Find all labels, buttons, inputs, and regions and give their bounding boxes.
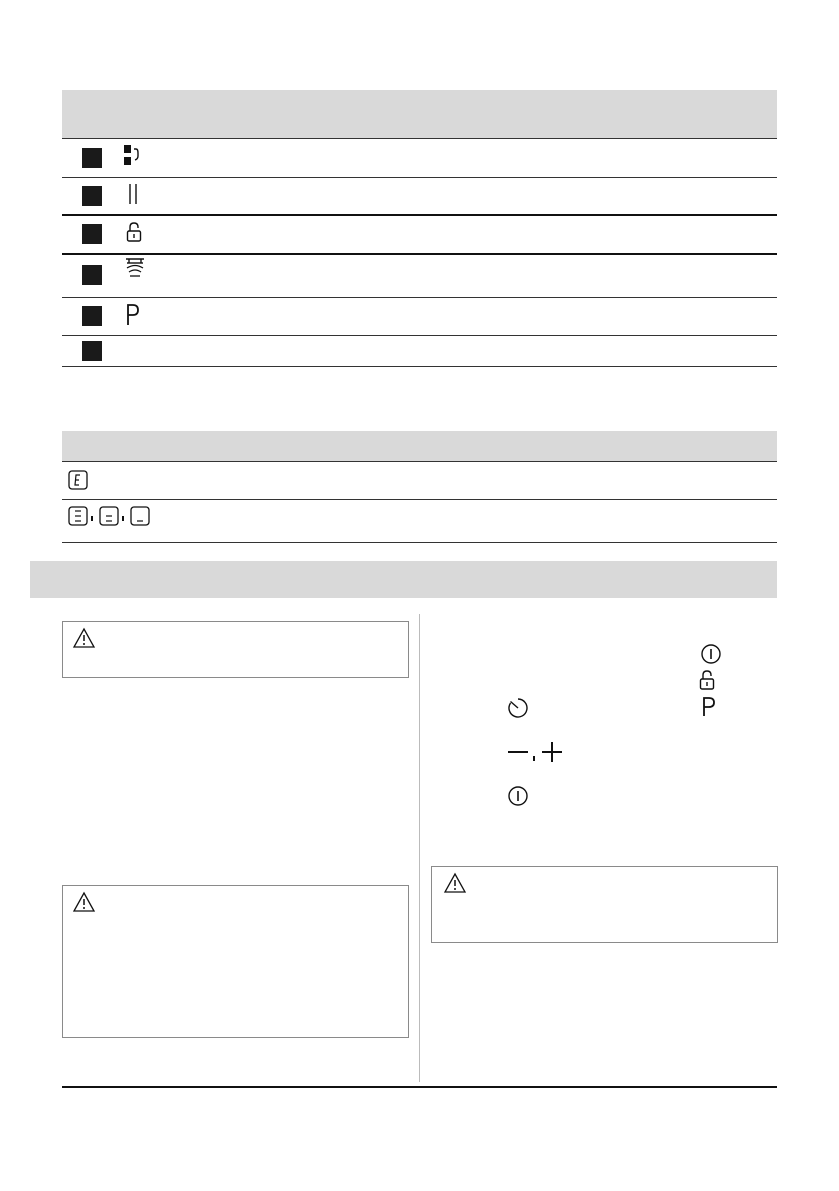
table-row-marker: [82, 148, 102, 168]
warning-triangle-icon: [73, 628, 95, 648]
on-off-icon: [508, 786, 528, 806]
table-row-marker: [82, 341, 102, 361]
pan-detection-icon: [124, 145, 144, 169]
pause-icon: [128, 183, 140, 205]
table-row-marker: [82, 306, 102, 326]
warning-triangle-icon: [444, 873, 466, 893]
power-boost-icon: [126, 304, 140, 326]
divider: [62, 542, 777, 543]
timer-icon: [507, 697, 529, 719]
divider: [62, 177, 777, 178]
error-e-display-icon: [68, 470, 88, 490]
table-1-header: [62, 90, 777, 138]
divider: [62, 499, 777, 500]
separator-comma: [533, 756, 535, 761]
separator-comma: [91, 516, 93, 521]
power-boost-p-icon: [702, 697, 716, 717]
divider: [62, 253, 777, 255]
lock-icon: [126, 222, 142, 242]
divider: [62, 214, 777, 216]
plus-icon: [541, 741, 563, 763]
footer-rule: [62, 1086, 777, 1088]
minus-icon: [507, 741, 529, 763]
separator-comma: [122, 516, 124, 521]
divider: [62, 138, 777, 139]
divider: [62, 461, 777, 462]
section-header-bar: [30, 561, 777, 598]
warning-box: [431, 866, 778, 943]
hob-hood-icon: [124, 257, 146, 279]
residual-heat-medium-icon: [99, 506, 119, 526]
table-row-marker: [82, 265, 102, 285]
table-2-header: [62, 431, 777, 461]
warning-triangle-icon: [73, 892, 95, 912]
residual-heat-low-icon: [130, 506, 150, 526]
on-off-icon: [701, 644, 721, 664]
residual-heat-high-icon: [68, 506, 88, 526]
table-row-marker: [82, 186, 102, 206]
table-row-marker: [82, 224, 102, 244]
lock-icon: [699, 670, 715, 690]
column-divider: [419, 614, 420, 1082]
warning-box: [62, 621, 409, 678]
divider: [62, 366, 777, 367]
warning-box: [62, 885, 409, 1038]
divider: [62, 335, 777, 336]
divider: [62, 297, 777, 298]
